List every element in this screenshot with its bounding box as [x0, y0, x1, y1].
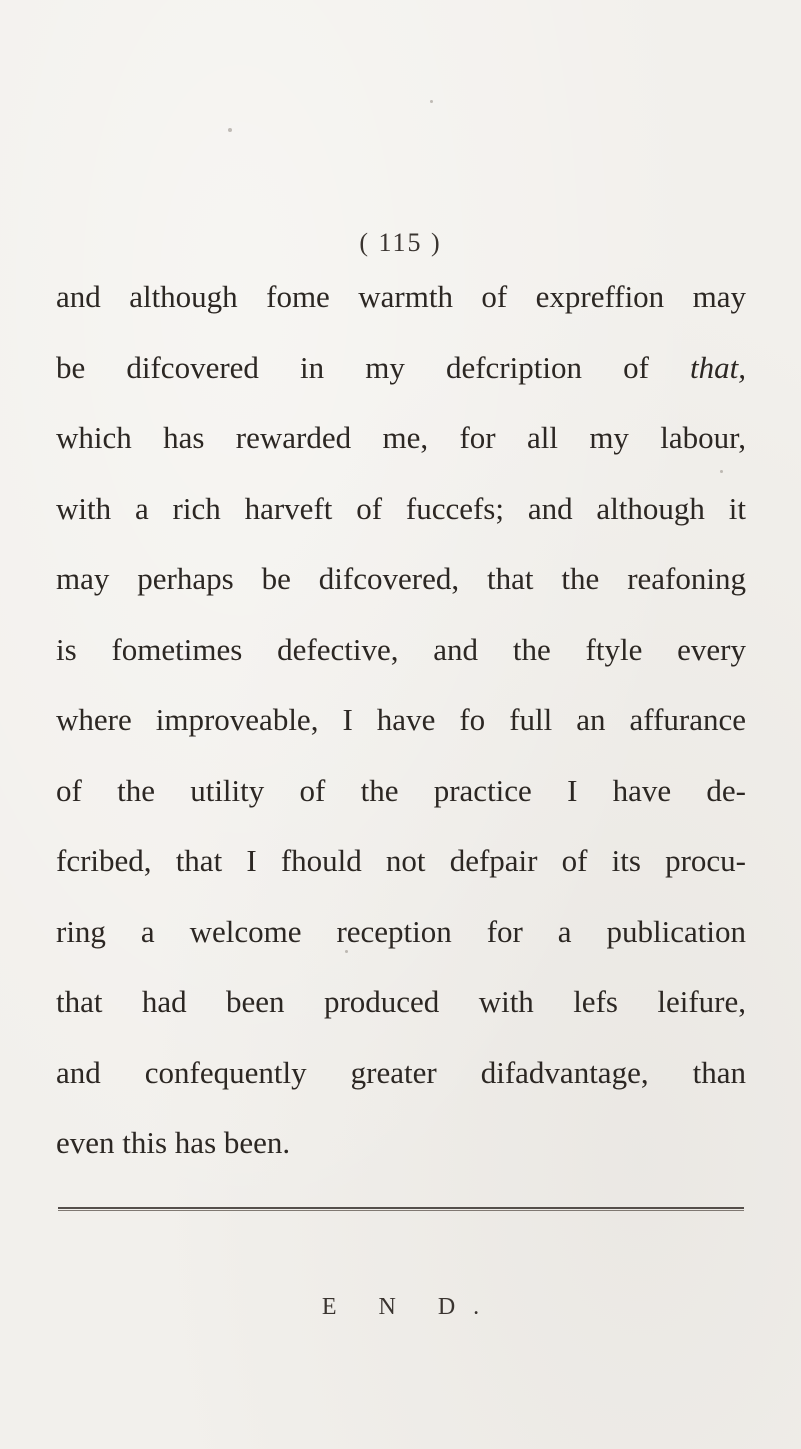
end-mark: E N D.: [321, 1294, 498, 1320]
horizontal-rule: [58, 1207, 744, 1211]
text-line: fcribed, that I fhould not defpair of its procu-: [56, 843, 746, 878]
paper-speck: [430, 100, 433, 103]
text-line: is fometimes defective, and the ftyle every: [56, 631, 746, 667]
body-text: [56, 262, 746, 1179]
page-number: ( 115 ): [359, 228, 442, 257]
text-line: and confequently greater difadvantage, than: [56, 1054, 746, 1090]
text-line: which has rewarded me, for all my labour,: [56, 420, 746, 455]
text-line: with a rich harveft of fuccefs; and although it: [56, 490, 746, 526]
text-line: ring a welcome reception for a publication: [56, 913, 746, 949]
text-line: that had been produced with lefs leifure,: [56, 984, 746, 1019]
text-line-segment: be difcovered in my defcription of: [56, 349, 649, 385]
italic-word: that,: [690, 349, 746, 385]
text-line: and although fome warmth of expreffion may: [56, 279, 746, 314]
paper-speck: [228, 128, 232, 132]
text-line: may perhaps be difcovered, that the reafoning: [56, 561, 746, 596]
text-line: of the utility of the practice I have de-: [56, 772, 746, 808]
text-line: where improveable, I have fo full an affurance: [56, 702, 746, 737]
text-line: [56, 333, 746, 404]
text-line: even this has been.: [56, 1125, 291, 1160]
